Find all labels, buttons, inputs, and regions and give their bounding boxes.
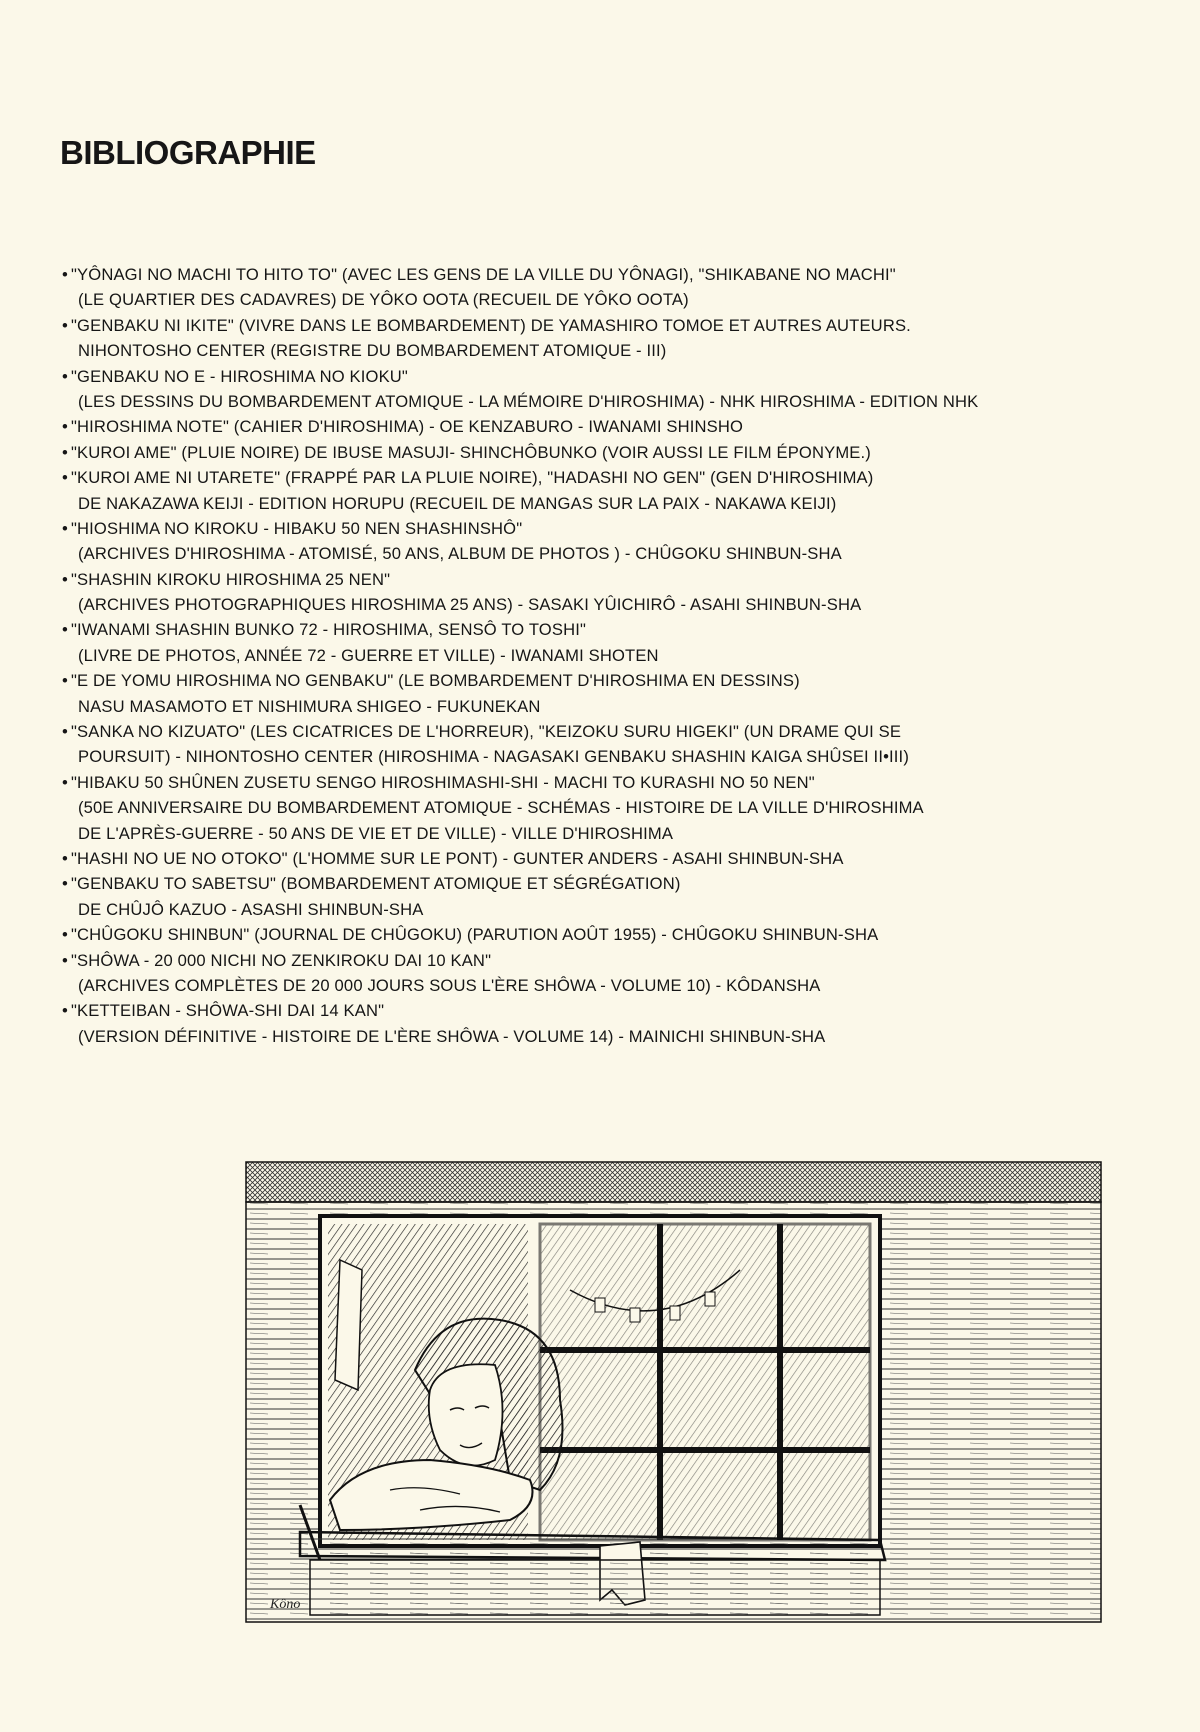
bibliography-entry — [62, 313, 1172, 338]
bibliography-entry — [62, 948, 1172, 973]
bibliography-text: "IWANAMI SHASHIN BUNKO 72 - HIROSHIMA, SENSÔ TO TOSHI" — [71, 620, 587, 640]
bibliography-entry — [62, 567, 1172, 592]
artist-signature: Kôno — [270, 1597, 301, 1612]
bibliography-entry-continuation — [62, 389, 1172, 414]
bullet: • — [62, 468, 68, 488]
bibliography-entry — [62, 617, 1172, 642]
bibliography-entry — [62, 364, 1172, 389]
bibliography-entry-continuation — [62, 694, 1172, 719]
bibliography-text: (LIVRE DE PHOTOS, ANNÉE 72 - GUERRE ET VILLE) - IWANAMI SHOTEN — [78, 645, 659, 665]
girl-at-window-illustration — [240, 1160, 1120, 1628]
bullet: • — [62, 442, 68, 462]
bibliography-text: "CHÛGOKU SHINBUN" (JOURNAL DE CHÛGOKU) (PARUTION AOÛT 1955) - CHÛGOKU SHINBUN-SHA — [71, 925, 879, 945]
bibliography-text: "E DE YOMU HIROSHIMA NO GENBAKU" (LE BOMBARDEMENT D'HIROSHIMA EN DESSINS) — [71, 671, 800, 691]
bibliography-entry — [62, 871, 1172, 896]
bibliography-text: (LE QUARTIER DES CADAVRES) DE YÔKO OOTA (RECUEIL DE YÔKO OOTA) — [78, 290, 689, 310]
bibliography-text: "HASHI NO UE NO OTOKO" (L'HOMME SUR LE PONT) - GUNTER ANDERS - ASAHI SHINBUN-SHA — [71, 848, 844, 868]
girl-face — [429, 1364, 503, 1465]
bullet: • — [62, 722, 68, 742]
bibliography-entry-continuation — [62, 897, 1172, 922]
page-title: BIBLIOGRAPHIE — [60, 134, 316, 171]
bibliography-text: DE L'APRÈS-GUERRE - 50 ANS DE VIE ET DE VILLE) - VILLE D'HIROSHIMA — [78, 823, 674, 843]
bibliography-text: "KUROI AME" (PLUIE NOIRE) DE IBUSE MASUJI- SHINCHÔBUNKO (VOIR AUSSI LE FILM ÉPONYME.) — [71, 442, 871, 462]
bullet: • — [62, 950, 68, 970]
bibliography-text: (LES DESSINS DU BOMBARDEMENT ATOMIQUE - LA MÉMOIRE D'HIROSHIMA) - NHK HIROSHIMA - EDITION NHK — [78, 391, 979, 411]
bullet: • — [62, 1001, 68, 1021]
bullet: • — [62, 366, 68, 386]
bibliography-text: "YÔNAGI NO MACHI TO HITO TO" (AVEC LES GENS DE LA VILLE DU YÔNAGI), "SHIKABANE NO MACHI" — [71, 265, 896, 284]
bibliography-entry — [62, 998, 1172, 1023]
bibliography-entry — [62, 465, 1172, 490]
bibliography-text: (50E ANNIVERSAIRE DU BOMBARDEMENT ATOMIQUE - SCHÉMAS - HISTOIRE DE LA VILLE D'HIROSHIMA — [78, 798, 924, 818]
bibliography-text: (ARCHIVES COMPLÈTES DE 20 000 JOURS SOUS L'ÈRE SHÔWA - VOLUME 10) - KÔDANSHA — [78, 975, 821, 995]
bibliography-entry — [62, 719, 1172, 744]
bibliography-entry-continuation — [62, 592, 1172, 617]
bibliography-text: (ARCHIVES PHOTOGRAPHIQUES HIROSHIMA 25 ANS) - SASAKI YÛICHIRÔ - ASAHI SHINBUN-SHA — [78, 595, 862, 615]
bibliography-entry — [62, 262, 1172, 287]
bibliography-entry — [62, 516, 1172, 541]
bibliography-entry — [62, 668, 1172, 693]
bullet: • — [62, 620, 68, 640]
bibliography-text: "GENBAKU NO E - HIROSHIMA NO KIOKU" — [71, 366, 408, 386]
bullet: • — [62, 265, 68, 284]
bullet: • — [62, 518, 68, 538]
bibliography-text: DE NAKAZAWA KEIJI - EDITION HORUPU (RECUEIL DE MANGAS SUR LA PAIX - NAKAWA KEIJI) — [78, 493, 837, 513]
bibliography-text: (ARCHIVES D'HIROSHIMA - ATOMISÉ, 50 ANS, ALBUM DE PHOTOS ) - CHÛGOKU SHINBUN-SHA — [78, 544, 842, 564]
bibliography-entry-continuation — [62, 491, 1172, 516]
bibliography-entry — [62, 414, 1172, 439]
bibliography-entry-continuation — [62, 1024, 1172, 1049]
bibliography-entry — [62, 846, 1172, 871]
bibliography-text: "KUROI AME NI UTARETE" (FRAPPÉ PAR LA PLUIE NOIRE), "HADASHI NO GEN" (GEN D'HIROSHIMA) — [71, 468, 874, 488]
bibliography-entry-continuation — [62, 287, 1172, 312]
bibliography-text: "HIOSHIMA NO KIROKU - HIBAKU 50 NEN SHASHINSHÔ" — [71, 518, 523, 538]
bibliography-text: "SHASHIN KIROKU HIROSHIMA 25 NEN" — [71, 569, 391, 589]
bibliography-entry — [62, 922, 1172, 947]
bibliography-text: "HIROSHIMA NOTE" (CAHIER D'HIROSHIMA) - OE KENZABURO - IWANAMI SHINSHO — [71, 417, 744, 437]
bibliography-entry-continuation — [62, 973, 1172, 998]
bibliography-text: NIHONTOSHO CENTER (REGISTRE DU BOMBARDEMENT ATOMIQUE - III) — [78, 341, 667, 361]
bibliography-text: "GENBAKU TO SABETSU" (BOMBARDEMENT ATOMIQUE ET SÉGRÉGATION) — [71, 874, 681, 894]
bibliography-entry-continuation — [62, 821, 1172, 846]
bibliography-text: "HIBAKU 50 SHÛNEN ZUSETU SENGO HIROSHIMASHI-SHI - MACHI TO KURASHI NO 50 NEN" — [71, 772, 815, 792]
hanging-cloth — [335, 1260, 362, 1390]
bibliography-text: DE CHÛJÔ KAZUO - ASASHI SHINBUN-SHA — [78, 899, 424, 919]
bibliography-entry-continuation — [62, 795, 1172, 820]
bullet: • — [62, 925, 68, 945]
bibliography-entry-continuation — [62, 338, 1172, 363]
bibliography-text: "SANKA NO KIZUATO" (LES CICATRICES DE L'HORREUR), "KEIZOKU SURU HIGEKI" (UN DRAME QUI SE — [71, 722, 902, 742]
bibliography-entry-continuation — [62, 643, 1172, 668]
bibliography-text: "KETTEIBAN - SHÔWA-SHI DAI 14 KAN" — [71, 1001, 385, 1021]
bibliography-entry-continuation — [62, 744, 1172, 769]
bullet: • — [62, 417, 68, 437]
eave-hatching — [246, 1162, 1101, 1202]
lower-wall — [310, 1560, 880, 1615]
bibliography-entry — [62, 770, 1172, 795]
bibliography-list — [62, 262, 1172, 1049]
bullet: • — [62, 569, 68, 589]
bibliography-text: (VERSION DÉFINITIVE - HISTOIRE DE L'ÈRE SHÔWA - VOLUME 14) - MAINICHI SHINBUN-SHA — [78, 1026, 826, 1046]
bibliography-entry — [62, 440, 1172, 465]
bullet: • — [62, 315, 68, 335]
bibliography-text: NASU MASAMOTO ET NISHIMURA SHIGEO - FUKUNEKAN — [78, 696, 541, 716]
bibliography-text: "SHÔWA - 20 000 NICHI NO ZENKIROKU DAI 10 KAN" — [71, 950, 492, 970]
window-sash — [540, 1224, 870, 1540]
bullet: • — [62, 848, 68, 868]
bullet: • — [62, 772, 68, 792]
bibliography-text: "GENBAKU NI IKITE" (VIVRE DANS LE BOMBARDEMENT) DE YAMASHIRO TOMOE ET AUTRES AUTEURS. — [71, 315, 911, 335]
bullet: • — [62, 671, 68, 691]
bibliography-entry-continuation — [62, 541, 1172, 566]
bullet: • — [62, 874, 68, 894]
bibliography-text: POURSUIT) - NIHONTOSHO CENTER (HIROSHIMA - NAGASAKI GENBAKU SHASHIN KAIGA SHÛSEI II•III) — [78, 747, 909, 767]
